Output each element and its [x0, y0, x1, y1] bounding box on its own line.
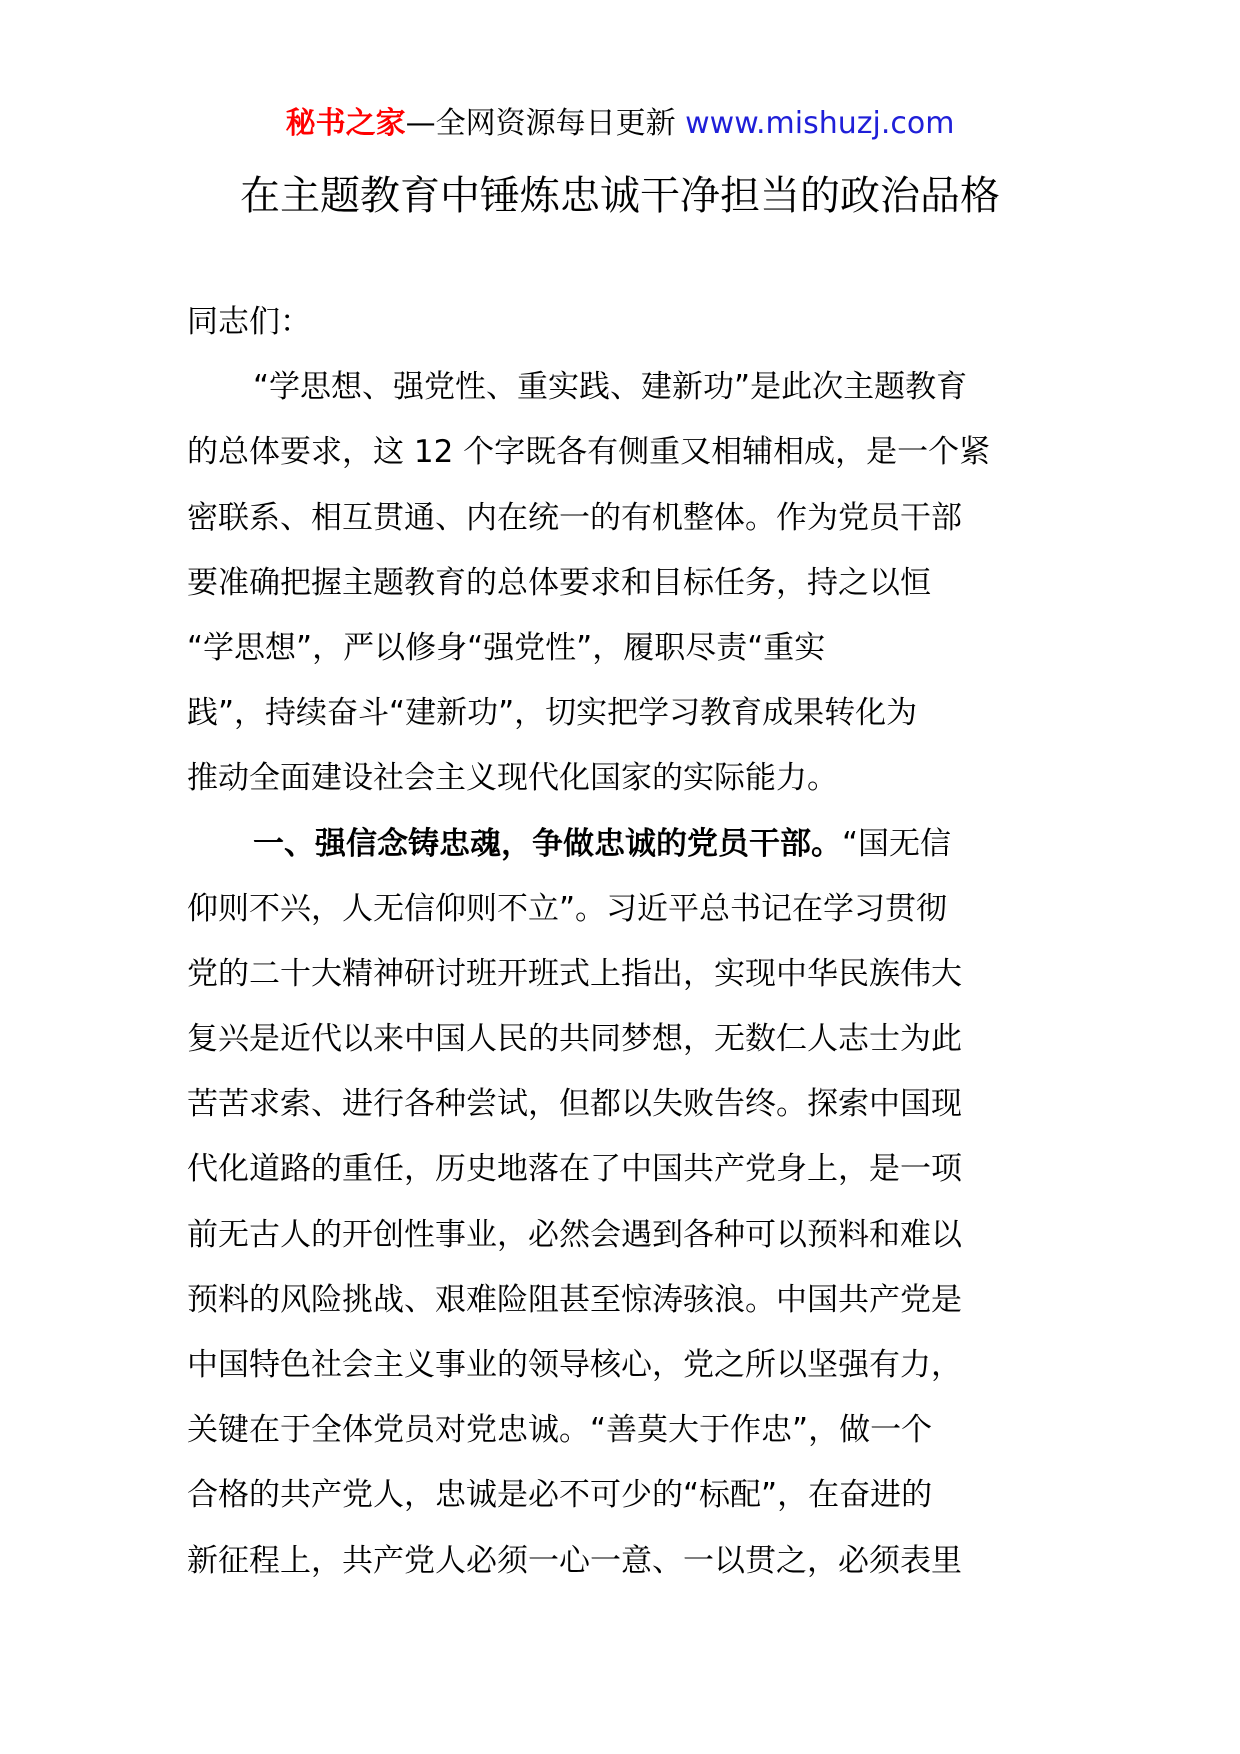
paragraph-line: 要准确把握主题教育的总体要求和目标任务，持之以恒: [187, 564, 931, 601]
paragraph-line: 密联系、相互贯通、内在统一的有机整体。作为党员干部: [187, 499, 962, 536]
paragraph-line: 践”，持续奋斗“建新功”，切实把学习教育成果转化为: [187, 695, 918, 732]
header-tagline: —全网资源每日更新: [405, 106, 676, 141]
paragraph-line: [187, 812, 1053, 877]
paragraph-line: 合格的共产党人，忠诚是必不可少的“标配”，在奋进的: [187, 1477, 933, 1514]
paragraph-line: 代化道路的重任，历史地落在了中国共产党身上，是一项: [187, 1151, 962, 1188]
brand-name: 秘书之家: [285, 106, 406, 141]
paragraph-line: “学思想”，严以修身“强党性”，履职尽责“重实: [187, 629, 826, 666]
paragraph-text: “国无信: [842, 825, 952, 862]
site-header: [0, 102, 1240, 146]
paragraph-line: 的总体要求，这 12 个字既各有侧重又相辅相成，是一个紧: [187, 434, 991, 471]
paragraph-line: “学思想、强党性、重实践、建新功”是此次主题教育: [253, 369, 968, 406]
document-title: 在主题教育中锤炼忠诚干净担当的政治品格: [240, 173, 1000, 219]
paragraph-line: 推动全面建设社会主义现代化国家的实际能力。: [187, 760, 838, 797]
paragraph-line: 新征程上，共产党人必须一心一意、一以贯之，必须表里: [187, 1542, 962, 1579]
paragraph-line: 复兴是近代以来中国人民的共同梦想，无数仁人志士为此: [187, 1021, 962, 1058]
document-body: [187, 290, 1053, 1594]
paragraph-line: 预料的风险挑战、艰难险阻甚至惊涛骇浪。中国共产党是: [187, 1281, 962, 1318]
site-url-link[interactable]: www.mishuzj.com: [685, 106, 955, 141]
paragraph-line: 中国特色社会主义事业的领导核心，党之所以坚强有力，: [187, 1347, 962, 1383]
paragraph-line: 苦苦求索、进行各种尝试，但都以失败告终。探索中国现: [187, 1086, 962, 1123]
paragraph-line: 仰则不兴，人无信仰则不立”。习近平总书记在学习贯彻: [187, 890, 948, 927]
salutation: 同志们：: [187, 304, 311, 340]
paragraph-line: 关键在于全体党员对党忠诚。“善莫大于作忠”，做一个: [187, 1412, 933, 1449]
paragraph-line: 前无古人的开创性事业，必然会遇到各种可以预料和难以: [187, 1216, 962, 1253]
paragraph-line: 党的二十大精神研讨班开班式上指出，实现中华民族伟大: [187, 955, 962, 992]
section-heading: 一、强信念铸忠魂，争做忠诚的党员干部。: [253, 825, 842, 862]
